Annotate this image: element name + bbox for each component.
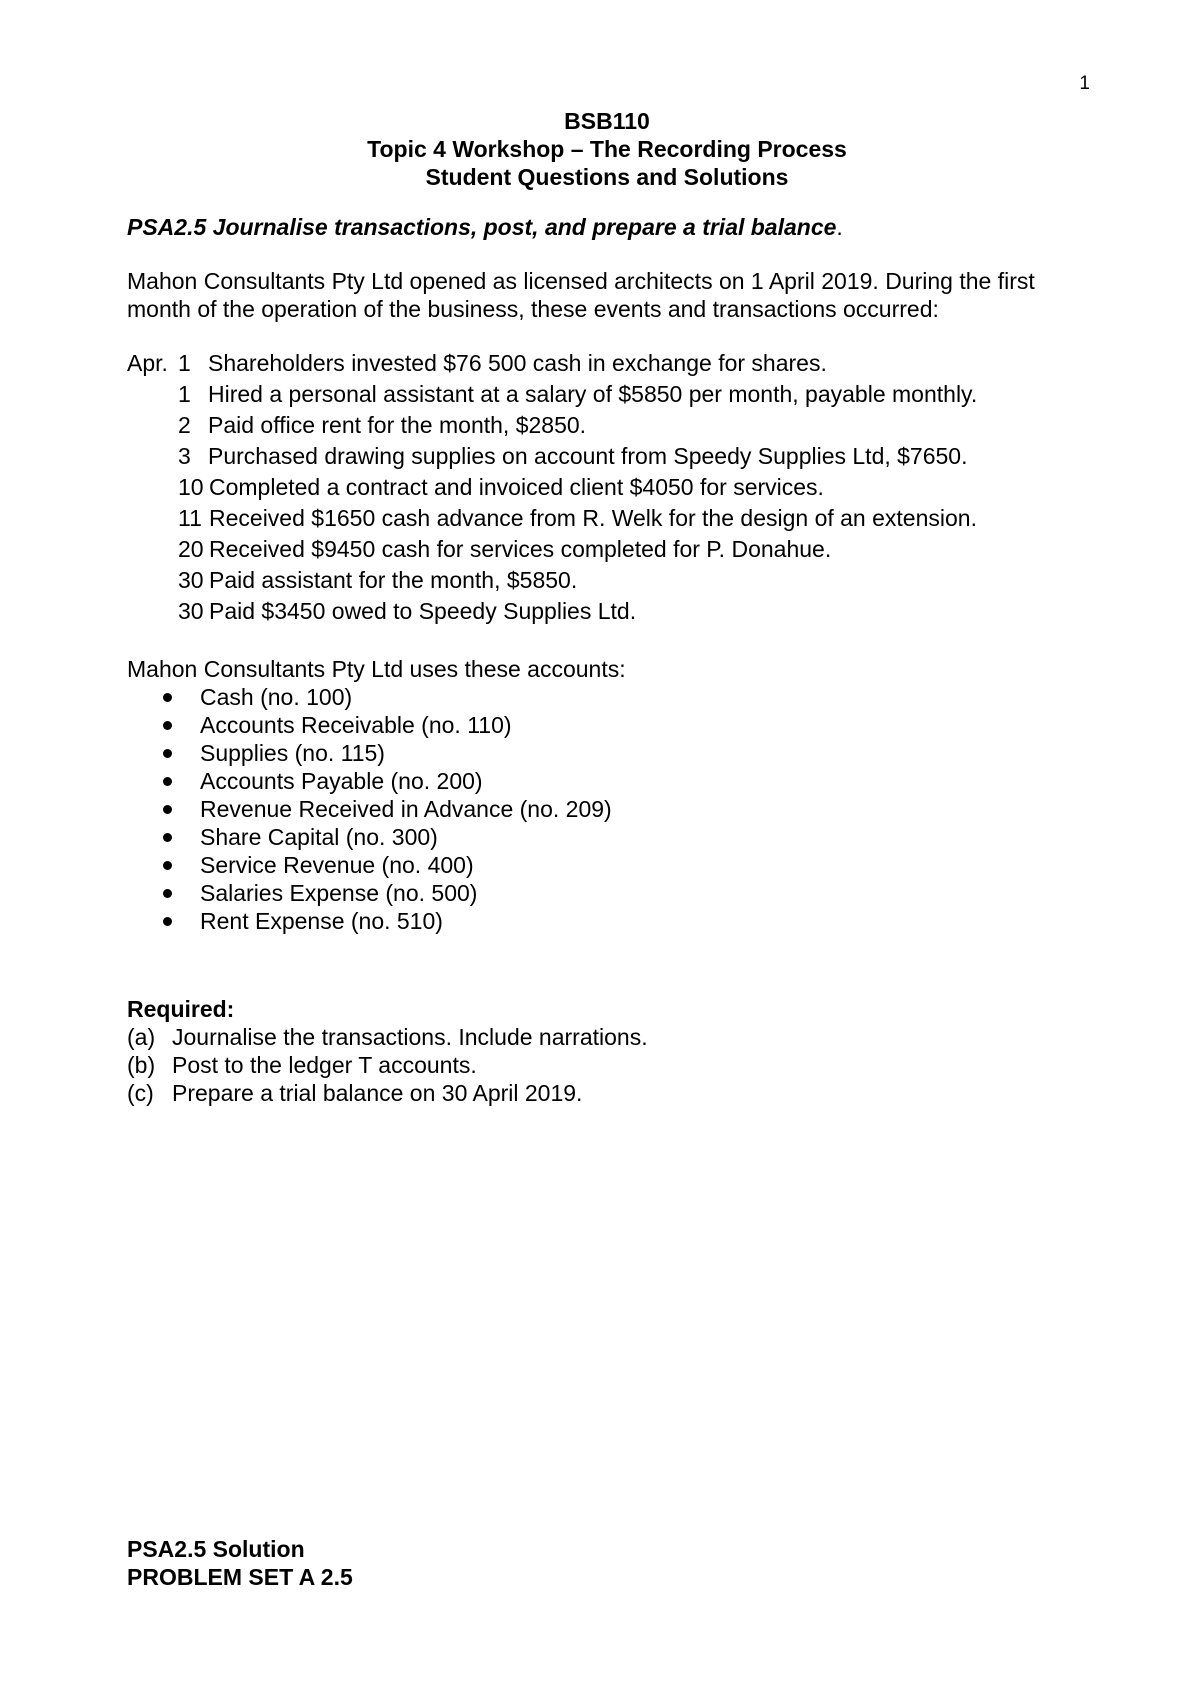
required-item bbox=[127, 1079, 1087, 1107]
transaction-row bbox=[127, 349, 1087, 380]
transaction-day: 30 bbox=[178, 598, 204, 625]
transaction-day: 2 bbox=[178, 412, 191, 439]
document-subtitle: Student Questions and Solutions bbox=[425, 164, 789, 190]
transaction-list bbox=[127, 349, 1087, 628]
problem-title bbox=[127, 213, 1087, 241]
transaction-row bbox=[127, 411, 1087, 442]
transaction-text: Shareholders invested $76 500 cash in exchange for shares. bbox=[208, 350, 827, 377]
required-item bbox=[127, 1051, 1087, 1079]
transaction-text: Purchased drawing supplies on account from Speedy Supplies Ltd, $7650. bbox=[208, 443, 968, 470]
transaction-row bbox=[127, 597, 1087, 628]
topic-title: Topic 4 Workshop – The Recording Process bbox=[367, 136, 847, 162]
account-label: Accounts Receivable (no. 110) bbox=[200, 712, 512, 739]
required-item-letter: (b) bbox=[127, 1052, 156, 1079]
problem-intro: Mahon Consultants Pty Ltd opened as licensed architects on 1 April 2019. During the first month of the operation of the business, these events and transactions occurred: bbox=[127, 268, 1035, 323]
solution-section bbox=[127, 1535, 353, 1591]
accounts-list bbox=[127, 683, 1087, 935]
course-code: BSB110 bbox=[564, 108, 650, 134]
account-item bbox=[127, 683, 1087, 711]
account-item bbox=[127, 711, 1087, 739]
required-item-letter: (c) bbox=[127, 1080, 154, 1107]
account-label: Revenue Received in Advance (no. 209) bbox=[200, 796, 612, 823]
transaction-day: 1 bbox=[178, 350, 191, 377]
transaction-day: 3 bbox=[178, 443, 191, 470]
page-number: 1 bbox=[1079, 73, 1090, 94]
account-item bbox=[127, 851, 1087, 879]
transaction-text: Received $9450 cash for services completed for P. Donahue. bbox=[209, 536, 832, 563]
transaction-text: Hired a personal assistant at a salary of $5850 per month, payable monthly. bbox=[208, 381, 978, 408]
transaction-day: 1 bbox=[178, 381, 191, 408]
accounts-intro: Mahon Consultants Pty Ltd uses these accounts: bbox=[127, 656, 626, 683]
document-body bbox=[127, 107, 1087, 1107]
document-header bbox=[127, 107, 1087, 191]
transaction-row bbox=[127, 535, 1087, 566]
account-label: Cash (no. 100) bbox=[200, 684, 353, 711]
account-item bbox=[127, 907, 1087, 935]
required-item-text: Post to the ledger T accounts. bbox=[172, 1052, 477, 1079]
required-item bbox=[127, 1023, 1087, 1051]
problem-title-period: . bbox=[836, 214, 843, 240]
solution-subtitle: PROBLEM SET A 2.5 bbox=[127, 1564, 353, 1590]
account-item bbox=[127, 795, 1087, 823]
account-label: Service Revenue (no. 400) bbox=[200, 852, 474, 879]
account-label: Supplies (no. 115) bbox=[200, 740, 385, 767]
required-item-text: Journalise the transactions. Include narrations. bbox=[172, 1024, 648, 1051]
account-item bbox=[127, 879, 1087, 907]
transaction-text: Paid office rent for the month, $2850. bbox=[208, 412, 587, 439]
account-label: Rent Expense (no. 510) bbox=[200, 908, 443, 935]
transaction-row bbox=[127, 473, 1087, 504]
transaction-text: Paid $3450 owed to Speedy Supplies Ltd. bbox=[209, 598, 637, 625]
required-item-text: Prepare a trial balance on 30 April 2019. bbox=[172, 1080, 583, 1107]
transaction-day: 20 bbox=[178, 536, 204, 563]
solution-title: PSA2.5 Solution bbox=[127, 1536, 305, 1562]
account-item bbox=[127, 739, 1087, 767]
transaction-month: Apr. bbox=[127, 350, 168, 377]
problem-title-text: PSA2.5 Journalise transactions, post, and prepare a trial balance bbox=[127, 214, 837, 240]
required-item-letter: (a) bbox=[127, 1024, 156, 1051]
required-heading: Required: bbox=[127, 996, 235, 1023]
transaction-text: Completed a contract and invoiced client $4050 for services. bbox=[209, 474, 824, 501]
account-label: Accounts Payable (no. 200) bbox=[200, 768, 483, 795]
transaction-row bbox=[127, 442, 1087, 473]
transaction-day: 10 bbox=[178, 474, 204, 501]
transaction-row bbox=[127, 566, 1087, 597]
account-item bbox=[127, 823, 1087, 851]
transaction-text: Received $1650 cash advance from R. Welk for the design of an extension. bbox=[209, 505, 977, 532]
account-label: Salaries Expense (no. 500) bbox=[200, 880, 478, 907]
account-label: Share Capital (no. 300) bbox=[200, 824, 438, 851]
transaction-text: Paid assistant for the month, $5850. bbox=[209, 567, 578, 594]
transaction-day: 30 bbox=[178, 567, 204, 594]
transaction-row bbox=[127, 380, 1087, 411]
account-item bbox=[127, 767, 1087, 795]
transaction-day: 11 bbox=[178, 505, 202, 532]
transaction-row bbox=[127, 504, 1087, 535]
